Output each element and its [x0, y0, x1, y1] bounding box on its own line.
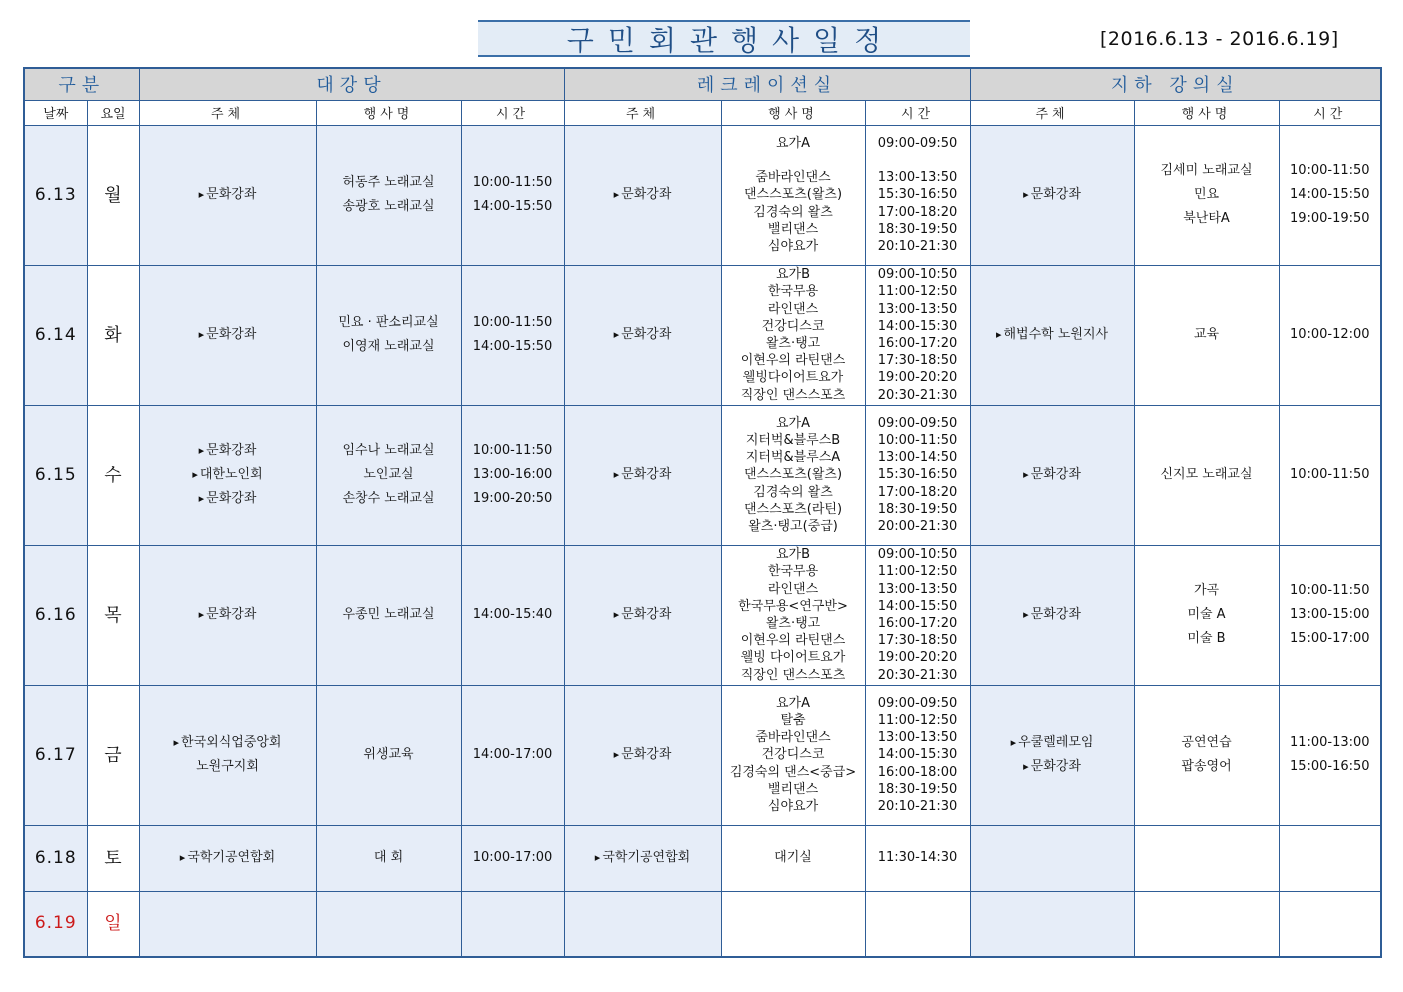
header-base-time: 시간: [1279, 100, 1381, 125]
date-cell: 6.13: [24, 125, 87, 265]
rec-time-line: 17:30-18:50: [877, 353, 958, 369]
hall-event-line: 임수나 노래교실: [342, 443, 435, 458]
rec-event-line: 심야요가: [767, 238, 819, 254]
rec-time-cell: [865, 545, 970, 685]
rec-event-line: 밸리댄스: [767, 781, 819, 797]
hall-time-line: 19:00-20:50: [472, 491, 553, 506]
hall-event-line: 민요 · 판소리교실: [338, 315, 439, 330]
rec-event-line: [722, 152, 865, 169]
hall-time-line: 13:00-16:00: [472, 467, 553, 482]
hall-event-line: 손창수 노래교실: [342, 491, 435, 506]
hall-event-line: 허동주 노래교실: [342, 175, 435, 190]
hall-host-line: ▸ 문화강좌: [140, 323, 316, 347]
hall-event-cell: [316, 891, 461, 957]
rec-event-line: 김경숙의 댄스<중급>: [729, 764, 857, 780]
hall-host-cell: [139, 545, 316, 685]
rec-event-line: 한국무용: [767, 284, 819, 300]
hall-event-line: 위생교육: [363, 747, 414, 762]
rec-event-line: 직장인 댄스스포츠: [740, 667, 846, 683]
header-section-basement: 지하 강의실: [970, 68, 1381, 100]
dow-cell: 수: [87, 405, 139, 545]
hall-event-cell: [316, 405, 461, 545]
base-event-line: 신지모 노래교실: [1160, 467, 1253, 482]
date-cell: 6.14: [24, 265, 87, 405]
hall-host-line: ▸ 문화강좌: [140, 487, 316, 511]
page-title-box: [478, 20, 970, 57]
hall-host-line: ▸ 문화강좌: [140, 439, 316, 463]
rec-event-line: 요가A: [776, 415, 811, 431]
header-section-recreation: 레크레이션실: [564, 68, 970, 100]
rec-time-line: 11:00-12:50: [877, 712, 958, 728]
base-event-line: 북난타A: [1183, 211, 1230, 226]
hall-host-line: ▸ 국학기공연합회: [140, 846, 316, 870]
rec-time-line: 20:30-21:30: [877, 667, 958, 683]
base-host-line: ▸ 우쿨렐레모임: [971, 731, 1134, 755]
rec-time-line: 09:00-09:50: [877, 135, 958, 151]
rec-event-line: 왈츠·탱고(중급): [748, 519, 838, 534]
rec-time-line: 14:00-15:50: [877, 598, 958, 614]
dow-cell: 목: [87, 545, 139, 685]
hall-time-cell: [461, 685, 564, 825]
rec-time-line: 18:30-19:50: [877, 781, 958, 797]
rec-event-line: 이현우의 라틴댄스: [740, 633, 846, 649]
hall-host-cell: [139, 685, 316, 825]
base-event-line: 공연연습: [1181, 735, 1232, 750]
hall-time-cell: [461, 545, 564, 685]
hall-event-line: 이영재 노래교실: [342, 339, 435, 354]
date-cell: 6.18: [24, 825, 87, 891]
rec-time-line: 11:30-14:30: [877, 850, 958, 865]
schedule-row-6.18: [24, 825, 1381, 891]
rec-event-line: 밸리댄스: [767, 221, 819, 237]
rec-host-cell: [564, 405, 721, 545]
hall-time-line: 10:00-11:50: [472, 315, 553, 330]
rec-time-line: 20:00-21:30: [877, 519, 958, 534]
rec-host-line: ▸ 문화강좌: [565, 183, 721, 207]
base-event-line: 김세미 노래교실: [1160, 163, 1253, 178]
rec-host-cell: [564, 825, 721, 891]
base-time-line: 19:00-19:50: [1289, 211, 1370, 226]
date-range: [2016.6.13 - 2016.6.19]: [1100, 28, 1339, 50]
rec-time-cell: [865, 405, 970, 545]
rec-event-cell: [721, 891, 865, 957]
base-event-cell: [1134, 405, 1279, 545]
hall-time-line: 10:00-11:50: [472, 443, 553, 458]
rec-event-cell: [721, 405, 865, 545]
rec-time-line: 09:00-09:50: [877, 695, 958, 711]
base-host-line: ▸ 문화강좌: [971, 183, 1134, 207]
rec-event-line: 웰빙다이어트요가: [742, 370, 844, 386]
base-time-line: 10:00-11:50: [1289, 163, 1370, 178]
hall-time-line: 10:00-11:50: [472, 175, 553, 190]
hall-time-cell: [461, 405, 564, 545]
hall-host-line: ▸ 문화강좌: [140, 603, 316, 627]
rec-time-cell: [865, 125, 970, 265]
rec-time-line: 19:00-20:20: [877, 370, 958, 386]
base-time-line: 15:00-16:50: [1289, 759, 1370, 774]
rec-time-cell: [865, 685, 970, 825]
base-host-cell: [970, 545, 1134, 685]
rec-time-line: 16:00-18:00: [877, 764, 958, 780]
base-event-cell: [1134, 825, 1279, 891]
base-event-line: 가곡: [1193, 583, 1220, 598]
dow-cell: 토: [87, 825, 139, 891]
rec-time-line: 14:00-15:30: [877, 318, 958, 334]
rec-event-line: 댄스스포츠(라틴): [743, 501, 843, 517]
hall-time-cell: [461, 825, 564, 891]
rec-event-line: 웰빙 다이어트요가: [740, 650, 846, 666]
rec-time-cell: [865, 825, 970, 891]
hall-time-line: 14:00-15:50: [472, 339, 553, 354]
base-time-cell: [1279, 891, 1381, 957]
hall-time-line: 14:00-17:00: [472, 747, 553, 762]
rec-event-line: 요가B: [775, 267, 811, 283]
rec-time-line: 09:00-09:50: [877, 415, 958, 431]
base-time-cell: [1279, 545, 1381, 685]
hall-event-cell: [316, 545, 461, 685]
hall-time-line: 14:00-15:40: [472, 607, 553, 622]
hall-host-line: ▸ 문화강좌: [140, 183, 316, 207]
rec-time-line: 10:00-11:50: [877, 432, 958, 448]
base-time-cell: [1279, 825, 1381, 891]
base-time-cell: [1279, 265, 1381, 405]
date-cell: 6.17: [24, 685, 87, 825]
header-base-host: 주체: [970, 100, 1134, 125]
rec-event-line: 이현우의 라틴댄스: [740, 353, 846, 369]
hall-event-line: 송광호 노래교실: [342, 199, 435, 214]
base-host-cell: [970, 265, 1134, 405]
header-gubun: 구분: [24, 68, 139, 100]
header-hall-time: 시간: [461, 100, 564, 125]
rec-event-line: 왈츠·탱고: [765, 336, 821, 351]
base-time-line: 13:00-15:00: [1289, 607, 1370, 622]
rec-event-line: 대기실: [774, 850, 812, 865]
base-time-line: 15:00-17:00: [1289, 631, 1370, 646]
rec-host-cell: [564, 545, 721, 685]
schedule-row-6.16: [24, 545, 1381, 685]
rec-host-cell: [564, 891, 721, 957]
rec-time-line: 13:00-14:50: [877, 450, 958, 466]
dow-cell: 월: [87, 125, 139, 265]
rec-time-cell: [865, 891, 970, 957]
hall-host-line: 노원구지회: [196, 759, 259, 774]
base-time-line: 11:00-13:00: [1289, 735, 1370, 750]
date-cell: 6.16: [24, 545, 87, 685]
rec-host-line: ▸ 문화강좌: [565, 323, 721, 347]
rec-event-line: 줌바라인댄스: [755, 730, 831, 746]
hall-host-cell: [139, 891, 316, 957]
rec-event-cell: [721, 265, 865, 405]
rec-event-line: 김경숙의 왈츠: [753, 484, 833, 500]
rec-event-cell: [721, 545, 865, 685]
rec-time-line: 09:00-10:50: [877, 267, 958, 283]
base-event-cell: [1134, 545, 1279, 685]
rec-host-line: ▸ 국학기공연합회: [565, 846, 721, 870]
rec-time-line: 19:00-20:20: [877, 650, 958, 666]
rec-host-line: ▸ 문화강좌: [565, 743, 721, 767]
rec-time-line: 17:00-18:20: [877, 204, 958, 220]
rec-host-line: ▸ 문화강좌: [565, 463, 721, 487]
header-hall-host: 주체: [139, 100, 316, 125]
rec-time-line: 18:30-19:50: [877, 501, 958, 517]
rec-time-line: 16:00-17:20: [877, 336, 958, 351]
rec-time-line: 16:00-17:20: [877, 616, 958, 631]
hall-host-cell: [139, 125, 316, 265]
rec-event-line: 지터벅&블루스B: [745, 432, 841, 448]
base-host-cell: [970, 825, 1134, 891]
rec-host-cell: [564, 125, 721, 265]
rec-time-line: 17:00-18:20: [877, 484, 958, 500]
base-time-cell: [1279, 125, 1381, 265]
rec-event-line: 탈춤: [780, 712, 806, 728]
base-time-line: 10:00-11:50: [1289, 583, 1370, 598]
rec-time-line: [866, 152, 970, 169]
rec-time-line: 11:00-12:50: [877, 284, 958, 300]
rec-time-line: 15:30-16:50: [877, 467, 958, 483]
base-time-line: 10:00-11:50: [1289, 467, 1370, 482]
base-event-line: 미술 A: [1187, 607, 1226, 622]
rec-event-line: 한국무용<연구반>: [738, 598, 848, 614]
rec-event-cell: [721, 825, 865, 891]
rec-time-line: 09:00-10:50: [877, 547, 958, 563]
rec-host-cell: [564, 685, 721, 825]
rec-event-line: 요가A: [776, 695, 811, 711]
base-host-cell: [970, 685, 1134, 825]
base-host-line: ▸ 문화강좌: [971, 755, 1134, 779]
base-event-line: 민요: [1193, 187, 1220, 202]
rec-event-line: 댄스스포츠(왈츠): [743, 467, 843, 483]
rec-event-line: 김경숙의 왈츠: [753, 204, 833, 220]
hall-time-cell: [461, 125, 564, 265]
header-rec-time: 시간: [865, 100, 970, 125]
rec-time-line: 13:00-13:50: [877, 730, 958, 746]
base-host-line: ▸ 문화강좌: [971, 603, 1134, 627]
hall-time-line: 14:00-15:50: [472, 199, 553, 214]
rec-event-line: 심야요가: [767, 799, 819, 814]
page-title: 구민회관행사일정: [566, 23, 896, 57]
hall-host-cell: [139, 265, 316, 405]
schedule-table: [23, 67, 1382, 958]
hall-time-cell: [461, 891, 564, 957]
header-rec-event: 행사명: [721, 100, 865, 125]
base-event-line: 교육: [1193, 327, 1220, 342]
hall-time-cell: [461, 265, 564, 405]
rec-time-line: 17:30-18:50: [877, 633, 958, 649]
date-cell: 6.19: [24, 891, 87, 957]
base-time-cell: [1279, 685, 1381, 825]
dow-cell: 일: [87, 891, 139, 957]
base-event-cell: [1134, 265, 1279, 405]
base-time-line: 10:00-12:00: [1289, 327, 1370, 342]
schedule-row-6.19: [24, 891, 1381, 957]
rec-time-line: 13:00-13:50: [877, 301, 958, 317]
rec-event-line: 요가B: [775, 547, 811, 563]
header-rec-host: 주체: [564, 100, 721, 125]
base-host-line: ▸ 해법수학 노원지사: [971, 323, 1134, 347]
rec-time-line: 11:00-12:50: [877, 564, 958, 580]
base-event-line: 팝송영어: [1181, 759, 1232, 774]
hall-event-cell: [316, 265, 461, 405]
base-event-line: 미술 B: [1187, 631, 1226, 646]
header-row-sections: [24, 68, 1381, 100]
rec-time-line: 20:30-21:30: [877, 387, 958, 403]
hall-event-line: 우종민 노래교실: [342, 607, 435, 622]
base-time-cell: [1279, 405, 1381, 545]
header-base-event: 행사명: [1134, 100, 1279, 125]
hall-time-line: 10:00-17:00: [472, 850, 553, 865]
rec-event-line: 라인댄스: [767, 301, 819, 317]
header-hall-event: 행사명: [316, 100, 461, 125]
hall-event-cell: [316, 825, 461, 891]
schedule-row-6.13: [24, 125, 1381, 265]
rec-event-line: 왈츠·탱고: [765, 616, 821, 631]
rec-host-line: ▸ 문화강좌: [565, 603, 721, 627]
rec-time-line: 20:10-21:30: [877, 238, 958, 254]
header-date: 날짜: [24, 100, 87, 125]
rec-time-line: 15:30-16:50: [877, 187, 958, 203]
hall-host-cell: [139, 405, 316, 545]
hall-event-cell: [316, 125, 461, 265]
base-event-cell: [1134, 685, 1279, 825]
schedule-row-6.14: [24, 265, 1381, 405]
base-host-cell: [970, 891, 1134, 957]
schedule-row-6.17: [24, 685, 1381, 825]
rec-time-line: 13:00-13:50: [877, 170, 958, 186]
rec-time-line: 20:10-21:30: [877, 799, 958, 814]
schedule-row-6.15: [24, 405, 1381, 545]
rec-event-line: 라인댄스: [767, 581, 819, 597]
base-time-line: 14:00-15:50: [1289, 187, 1370, 202]
hall-host-cell: [139, 825, 316, 891]
header-dow: 요일: [87, 100, 139, 125]
hall-host-line: ▸ 대한노인회: [140, 463, 316, 487]
rec-event-line: 댄스스포츠(왈츠): [743, 187, 843, 203]
rec-event-line: 직장인 댄스스포츠: [740, 387, 846, 403]
rec-event-line: 요가A: [776, 135, 811, 151]
hall-event-line: 노인교실: [363, 467, 414, 482]
header-section-hall: 대강당: [139, 68, 564, 100]
hall-event-cell: [316, 685, 461, 825]
rec-time-line: 13:00-13:50: [877, 581, 958, 597]
base-event-cell: [1134, 125, 1279, 265]
dow-cell: 금: [87, 685, 139, 825]
rec-time-line: 14:00-15:30: [877, 747, 958, 763]
rec-time-line: 18:30-19:50: [877, 221, 958, 237]
date-cell: 6.15: [24, 405, 87, 545]
hall-host-line: ▸ 한국외식업중앙회: [140, 731, 316, 755]
rec-time-cell: [865, 265, 970, 405]
base-event-cell: [1134, 891, 1279, 957]
rec-event-line: 줌바라인댄스: [755, 170, 831, 186]
rec-event-line: 건강디스코: [761, 318, 825, 334]
rec-event-cell: [721, 685, 865, 825]
base-host-line: ▸ 문화강좌: [971, 463, 1134, 487]
rec-event-line: 지터벅&블루스A: [745, 450, 841, 466]
base-host-cell: [970, 125, 1134, 265]
dow-cell: 화: [87, 265, 139, 405]
rec-host-cell: [564, 265, 721, 405]
hall-event-line: 대 회: [373, 850, 404, 865]
rec-event-line: 한국무용: [767, 564, 819, 580]
rec-event-cell: [721, 125, 865, 265]
header-row-columns: [24, 100, 1381, 125]
base-host-cell: [970, 405, 1134, 545]
rec-event-line: 건강디스코: [761, 747, 825, 763]
